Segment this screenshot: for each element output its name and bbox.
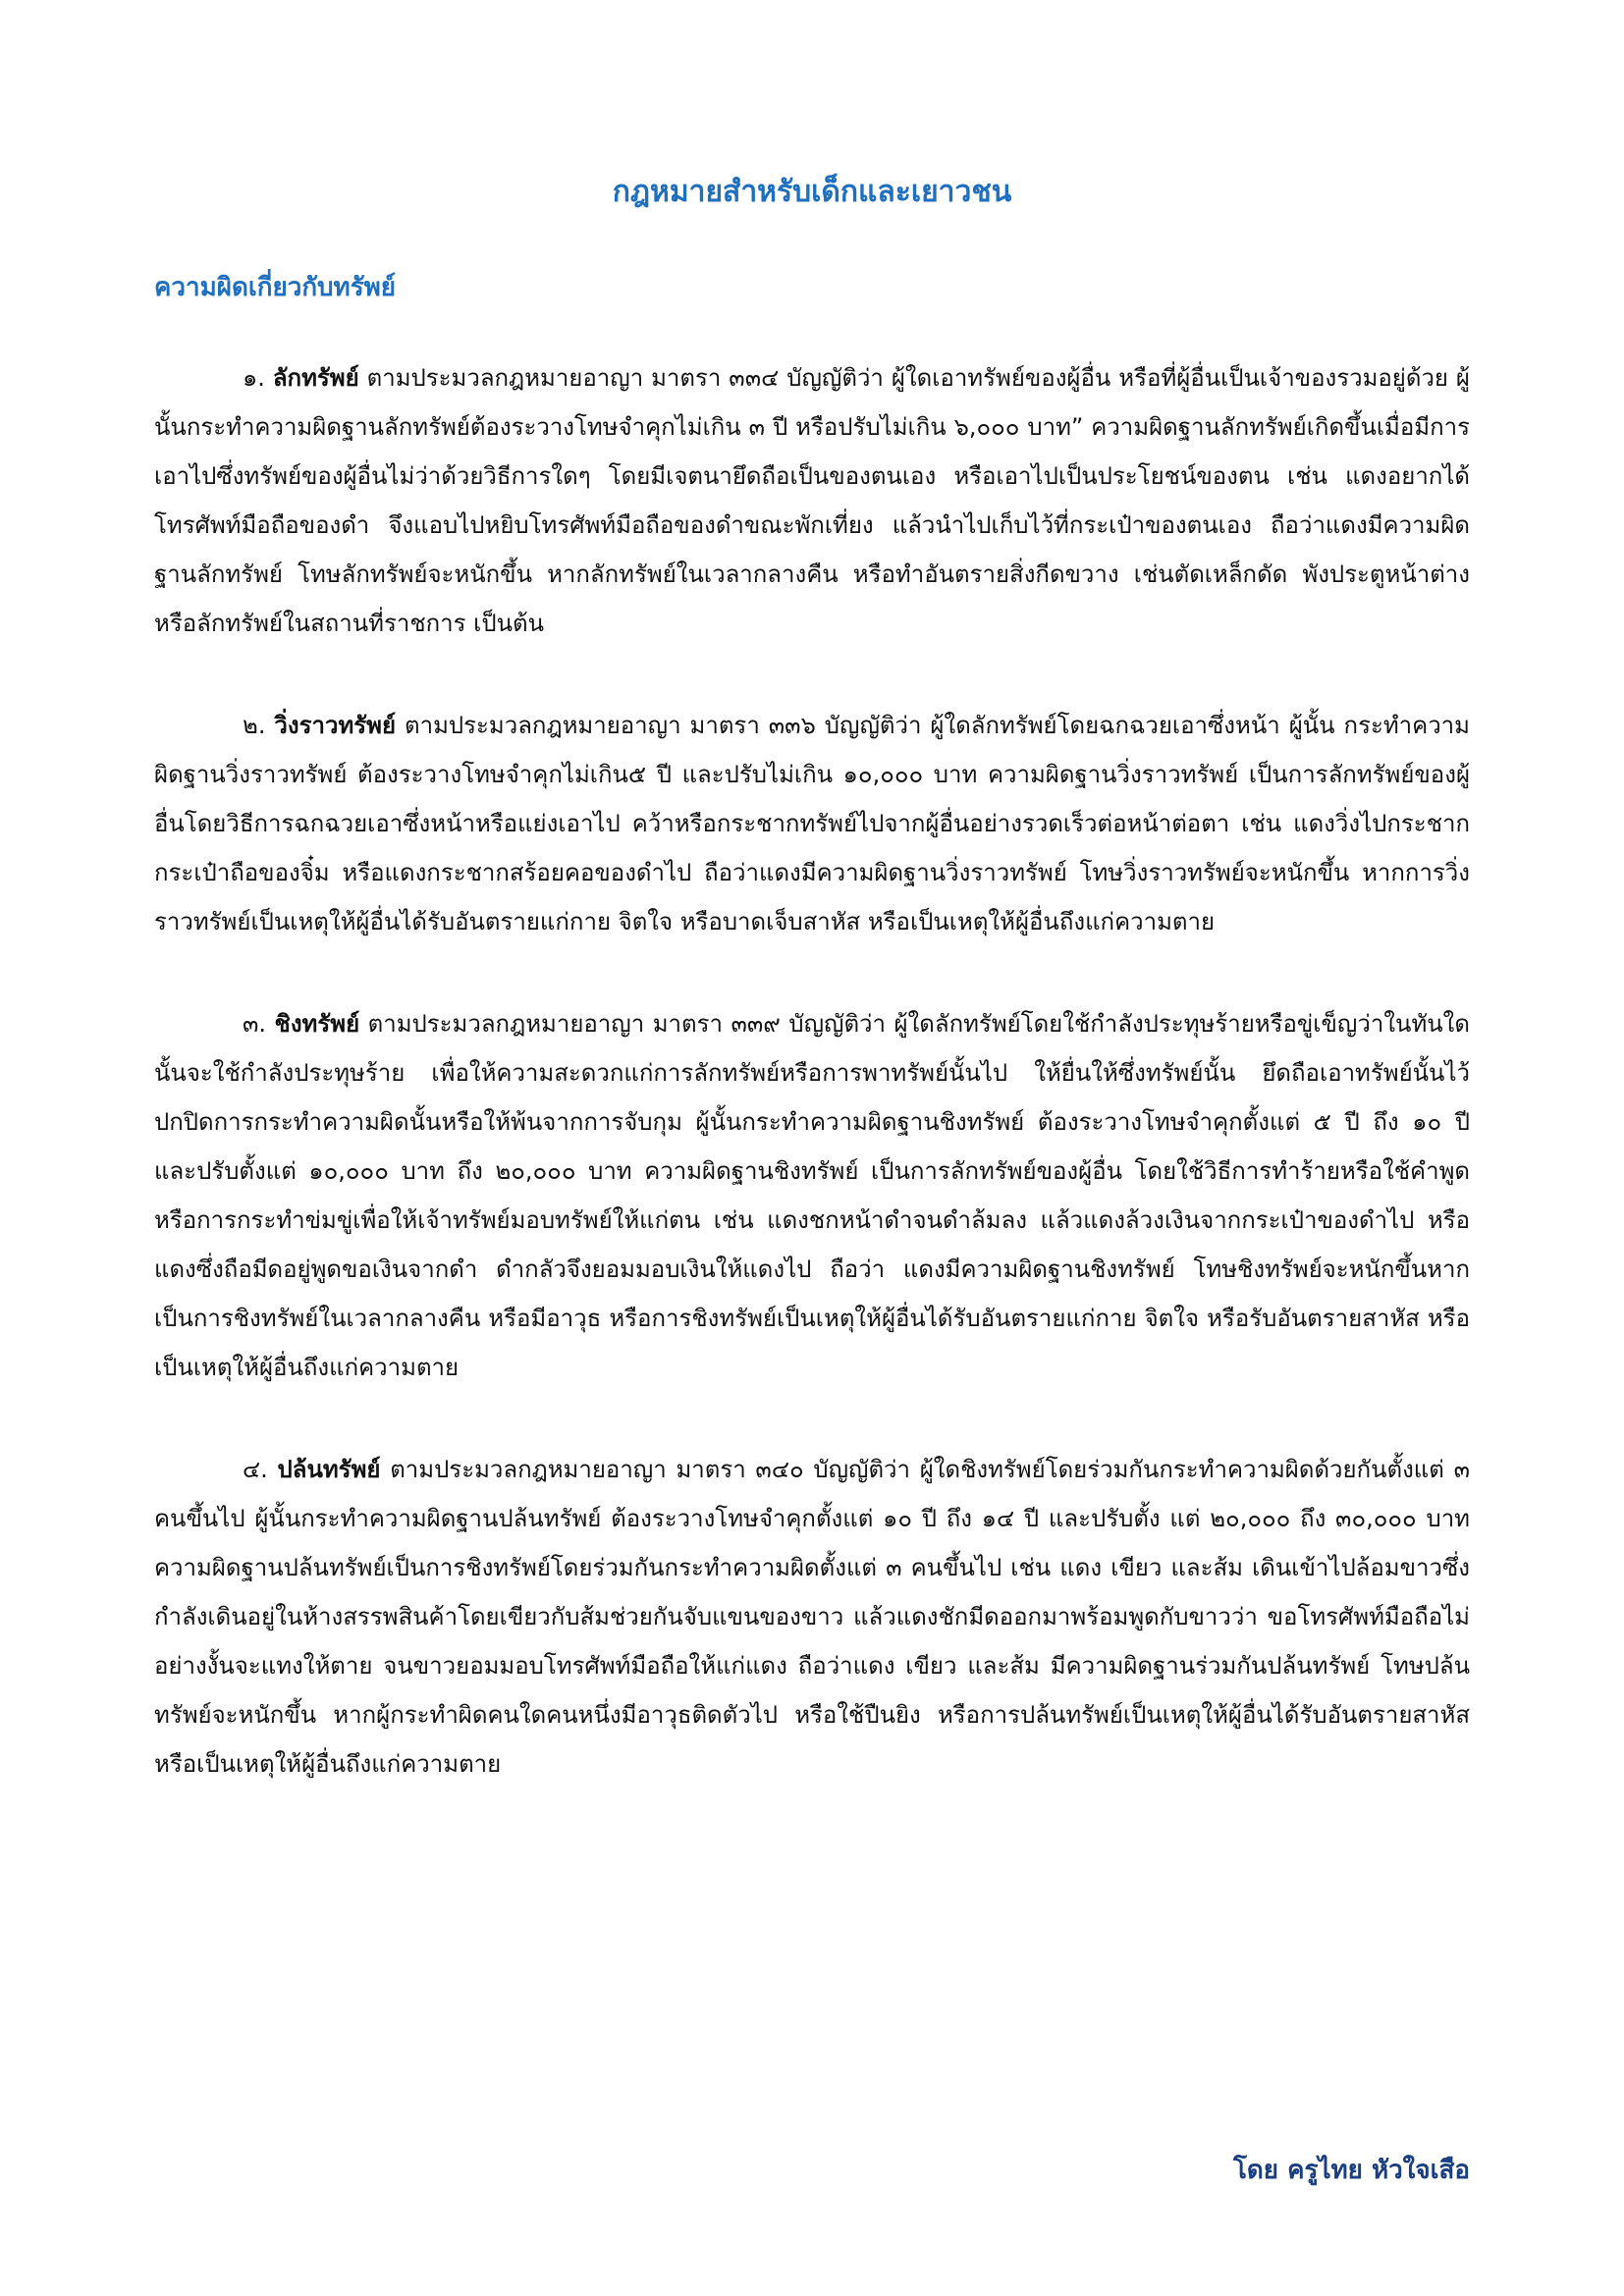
document-title: กฎหมายสำหรับเด็กและเยาวชน (612, 175, 1012, 209)
paragraph-term: ปล้นทรัพย์ (277, 1456, 381, 1483)
paragraph-theft (154, 353, 1470, 648)
document-page (154, 0, 1470, 2296)
paragraph-gang-robbery (154, 1445, 1470, 1789)
paragraph-body: ตามประมวลกฎหมายอาญา มาตรา ๓๔๐ บัญญัติว่า ผู้ใดชิงทรัพย์โดยร่วมกันกระทำความผิดด้วยกันตั้งแต่ ๓ คนขึ้นไป ผู้นั้นกระทำความผิดฐานปล้นทรัพย์ ต้องระวางโทษจำคุกตั้งแต่ ๑๐ ปี ถึง ๑๔ ปี และปรับตั้ง แต่ ๒๐,๐๐๐ ถึง ๓๐,๐๐๐ บาท ความผิดฐานปล้นทรัพย์เป็นการชิงทรัพย์โดยร่วมกันกระทำความผิดตั้งแต่ ๓ คนขึ้นไป เช่น แดง เขียว และส้ม เดินเข้าไปล้อมขาวซึ่งกำลังเดินอยู่ในห้างสรรพสินค้าโดยเขียวกับส้มช่วยกันจับแขนของขาว แล้วแดงชักมีดออกมาพร้อมพูดกับขาวว่า ขอโทรศัพท์มือถือไม่อย่างงั้นจะแทงให้ตาย จนขาวยอมมอบโทรศัพท์มือถือให้แก่แดง ถือว่าแดง เขียว และส้ม มีความผิดฐานร่วมกันปล้นทรัพย์ โทษปล้นทรัพย์จะหนักขึ้น หากผู้กระทำผิดคนใดคนหนึ่งมีอาวุธติดตัวไป หรือใช้ปืนยิง หรือการปล้นทรัพย์เป็นเหตุให้ผู้อื่นได้รับอันตรายสาหัสหรือเป็นเหตุให้ผู้อื่นถึงแก่ความตาย (154, 1456, 1470, 1778)
paragraph-robbery (154, 999, 1470, 1392)
document-body (154, 353, 1470, 1842)
paragraph-body: ตามประมวลกฎหมายอาญา มาตรา ๓๓๔ บัญญัติว่า ผู้ใดเอาทรัพย์ของผู้อื่น หรือที่ผู้อื่นเป็นเจ้าของรวมอยู่ด้วย ผู้นั้นกระทำความผิดฐานลักทรัพย์ต้องระวางโทษจำคุกไม่เกิน ๓ ปี หรือปรับไม่เกิน ๖,๐๐๐ บาท” ความผิดฐานลักทรัพย์เกิดขึ้นเมื่อมีการเอาไปซึ่งทรัพย์ของผู้อื่นไม่ว่าด้วยวิธีการใดๆ โดยมีเจตนายึดถือเป็นของตนเอง หรือเอาไปเป็นประโยชน์ของตน เช่น แดงอยากได้โทรศัพท์มือถือของดำ จึงแอบไปหยิบโทรศัพท์มือถือของดำขณะพักเที่ยง แล้วนำไปเก็บไว้ที่กระเป๋าของตนเอง ถือว่าแดงมีความผิดฐานลักทรัพย์ โทษลักทรัพย์จะหนักขึ้น หากลักทรัพย์ในเวลากลางคืน หรือทำอันตรายสิ่งกีดขวาง เช่นตัดเหล็กดัด พังประตูหน้าต่าง หรือลักทรัพย์ในสถานที่ราชการ เป็นต้น (154, 364, 1470, 637)
paragraph-number: ๒. (243, 712, 266, 739)
section-heading: ความผิดเกี่ยวกับทรัพย์ (154, 273, 397, 302)
paragraph-number: ๓. (243, 1010, 267, 1038)
paragraph-snatching (154, 701, 1470, 946)
paragraph-term: ชิงทรัพย์ (274, 1010, 360, 1038)
paragraph-term: วิ่งราวทรัพย์ (274, 712, 397, 739)
paragraph-number: ๔. (243, 1456, 268, 1483)
paragraph-body: ตามประมวลกฎหมายอาญา มาตรา ๓๓๙ บัญญัติว่า ผู้ใดลักทรัพย์โดยใช้กำลังประทุษร้ายหรือขู่เข็ญว่าในทันใดนั้นจะใช้กำลังประทุษร้าย เพื่อให้ความสะดวกแก่การลักทรัพย์หรือการพาทรัพย์นั้นไป ให้ยื่นให้ซึ่งทรัพย์นั้น ยึดถือเอาทรัพย์นั้นไว้ ปกปิดการกระทำความผิดนั้นหรือให้พ้นจากการจับกุม ผู้นั้นกระทำความผิดฐานชิงทรัพย์ ต้องระวางโทษจำคุกตั้งแต่ ๕ ปี ถึง ๑๐ ปีและปรับตั้งแต่ ๑๐,๐๐๐ บาท ถึง ๒๐,๐๐๐ บาท ความผิดฐานชิงทรัพย์ เป็นการลักทรัพย์ของผู้อื่น โดยใช้วิธีการทำร้ายหรือใช้คำพูดหรือการกระทำข่มขู่เพื่อให้เจ้าทรัพย์มอบทรัพย์ให้แก่ตน เช่น แดงชกหน้าดำจนดำล้มลง แล้วแดงล้วงเงินจากกระเป๋าของดำไป หรือแดงซึ่งถือมีดอยู่พูดขอเงินจากดำ ดำกลัวจึงยอมมอบเงินให้แดงไป ถือว่า แดงมีความผิดฐานชิงทรัพย์ โทษชิงทรัพย์จะหนักขึ้นหากเป็นการชิงทรัพย์ในเวลากลางคืน หรือมีอาวุธ หรือการชิงทรัพย์เป็นเหตุให้ผู้อื่นได้รับอันตรายแก่กาย จิตใจ หรือรับอันตรายสาหัส หรือเป็นเหตุให้ผู้อื่นถึงแก่ความตาย (154, 1010, 1470, 1381)
paragraph-number: ๑. (243, 364, 265, 392)
paragraph-body: ตามประมวลกฎหมายอาญา มาตรา ๓๓๖ บัญญัติว่า ผู้ใดลักทรัพย์โดยฉกฉวยเอาซึ่งหน้า ผู้นั้น กระทำความผิดฐานวิ่งราวทรัพย์ ต้องระวางโทษจำคุกไม่เกิน๕ ปี และปรับไม่เกิน ๑๐,๐๐๐ บาท ความผิดฐานวิ่งราวทรัพย์ เป็นการลักทรัพย์ของผู้อื่นโดยวิธีการฉกฉวยเอาซึ่งหน้าหรือแย่งเอาไป คว้าหรือกระชากทรัพย์ไปจากผู้อื่นอย่างรวดเร็วต่อหน้าต่อตา เช่น แดงวิ่งไปกระชากกระเป๋าถือของจิ๋ม หรือแดงกระชากสร้อยคอของดำไป ถือว่าแดงมีความผิดฐานวิ่งราวทรัพย์ โทษวิ่งราวทรัพย์จะหนักขึ้น หากการวิ่งราวทรัพย์เป็นเหตุให้ผู้อื่นได้รับอันตรายแก่กาย จิตใจ หรือบาดเจ็บสาหัส หรือเป็นเหตุให้ผู้อื่นถึงแก่ความตาย (154, 712, 1471, 935)
author-signature: โดย ครูไทย หัวใจเสือ (1232, 2156, 1470, 2185)
paragraph-term: ลักทรัพย์ (272, 364, 359, 392)
